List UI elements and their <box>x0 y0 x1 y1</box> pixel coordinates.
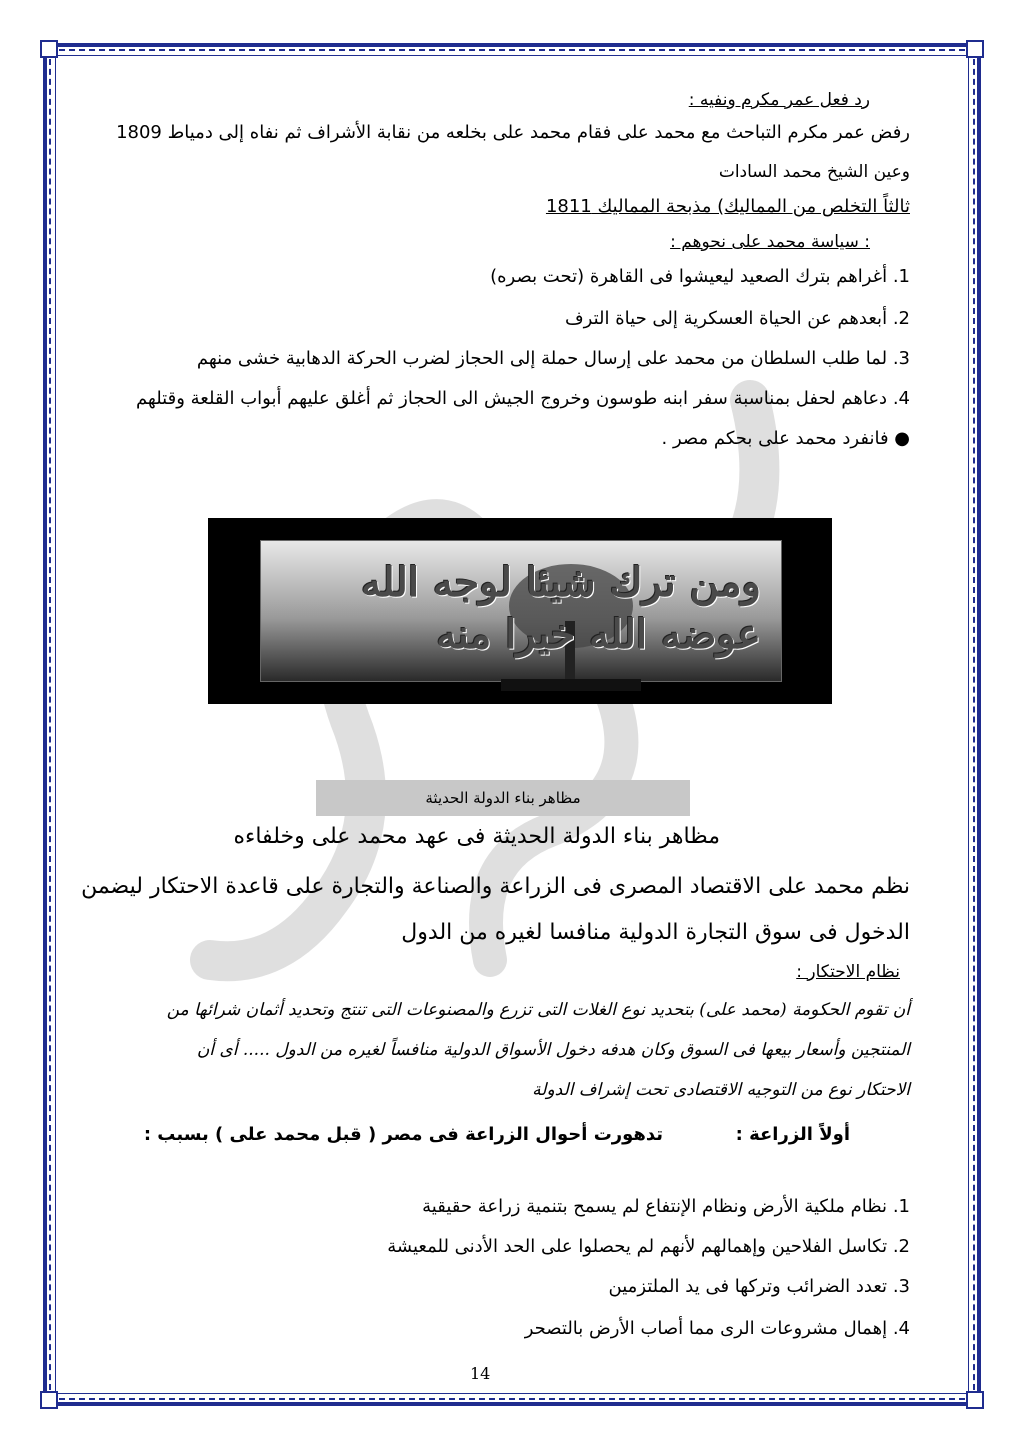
list-number: 4. <box>892 388 910 409</box>
quote-line-1: ومن ترك شيئا لوجه الله <box>361 559 761 606</box>
list-text: لما طلب السلطان من محمد على إرسال حملة إلى الحجاز لضرب الحركة الدهابية خشى منهم <box>196 348 888 369</box>
italic-line: أن تقوم الحكومة (محمد على) بتحديد نوع الغلات التى تزرع والمصنوعات التى تنتج وتحديد أثمان شرائها من <box>166 1000 910 1020</box>
list-number: 1. <box>892 1196 910 1217</box>
list-text: أبعدهم عن الحياة العسكرية إلى حياة الترف <box>565 308 888 329</box>
bullet-text: فانفرد محمد على بحكم مصر . <box>661 428 889 449</box>
mamluk-heading: ثالثاً التخلص من المماليك) مذبحة المماليك 1811 <box>545 196 910 217</box>
bullet-icon: ● <box>894 428 910 449</box>
section-label-box: مظاهر بناء الدولة الحديثة <box>316 780 690 816</box>
paragraph-line: وعين الشيخ محمد السادات <box>718 162 910 182</box>
list-item <box>70 1276 910 1297</box>
list-number: 3. <box>892 1276 910 1297</box>
italic-line: المنتجين وأسعار بيعها فى السوق وكان هدفه دخول الأسواق الدولية منافساً لغيره من الدول ..... أى أن <box>196 1040 910 1060</box>
list-item <box>70 1236 910 1257</box>
list-text: نظام ملكية الأرض ونظام الإنتفاع لم يسمح بتنمية زراعة حقيقية <box>422 1196 888 1217</box>
list-text: أغراهم بترك الصعيد ليعيشوا فى القاهرة (تحت بصره) <box>490 266 888 287</box>
paragraph-line: نظم محمد على الاقتصاد المصرى فى الزراعة والصناعة والتجارة على قاعدة الاحتكار ليضمن <box>81 874 910 899</box>
corner-ornament-top-left <box>40 40 58 58</box>
agriculture-label: أولاً الزراعة : <box>735 1124 850 1145</box>
italic-line: الاحتكار نوع من التوجيه الاقتصادى تحت إشراف الدولة <box>532 1080 910 1100</box>
list-item <box>70 1318 910 1339</box>
list-number: 1. <box>892 266 910 287</box>
policy-heading: : سياسة محمد على نحوهم : <box>670 232 870 252</box>
list-number: 2. <box>892 308 910 329</box>
list-text: إهمال مشروعات الرى مما أصاب الأرض بالتصحر <box>524 1318 888 1339</box>
corner-ornament-bottom-left <box>40 1391 58 1409</box>
section-title: مظاهر بناء الدولة الحديثة فى عهد محمد على وخلفاءه <box>233 824 720 849</box>
agriculture-heading <box>70 1124 850 1145</box>
paragraph-line: رفض عمر مكرم التباحث مع محمد على فقام محمد على بخلعه من نقابة الأشراف ثم نفاه إلى دمياط 1809 <box>116 122 910 143</box>
list-text: تعدد الضرائب وتركها فى يد الملتزمين <box>608 1276 888 1297</box>
list-number: 4. <box>892 1318 910 1339</box>
list-number: 2. <box>892 1236 910 1257</box>
omar-makram-heading: رد فعل عمر مكرم ونفيه : <box>688 90 870 110</box>
agriculture-text: تدهورت أحوال الزراعة فى مصر ( قبل محمد على ) بسبب : <box>143 1124 664 1145</box>
list-text: تكاسل الفلاحين وإهمالهم لأنهم لم يحصلوا على الحد الأدنى للمعيشة <box>387 1236 888 1257</box>
monopoly-heading: نظام الاحتكار : <box>796 962 900 982</box>
quote-line-2: عوضه الله خيرا منه <box>436 611 761 658</box>
document-body-lower <box>70 0 910 1339</box>
page-number: 14 <box>470 1364 491 1383</box>
list-number: 3. <box>892 348 910 369</box>
paragraph-line: الدخول فى سوق التجارة الدولية منافسا لغيره من الدول <box>401 920 910 945</box>
list-item <box>70 1196 910 1217</box>
corner-ornament-top-right <box>966 40 984 58</box>
list-text: دعاهم لحفل بمناسبة سفر ابنه طوسون وخروج الجيش الى الحجاز ثم أغلق عليهم أبواب القلعة وقتلهم <box>135 388 888 409</box>
corner-ornament-bottom-right <box>966 1391 984 1409</box>
